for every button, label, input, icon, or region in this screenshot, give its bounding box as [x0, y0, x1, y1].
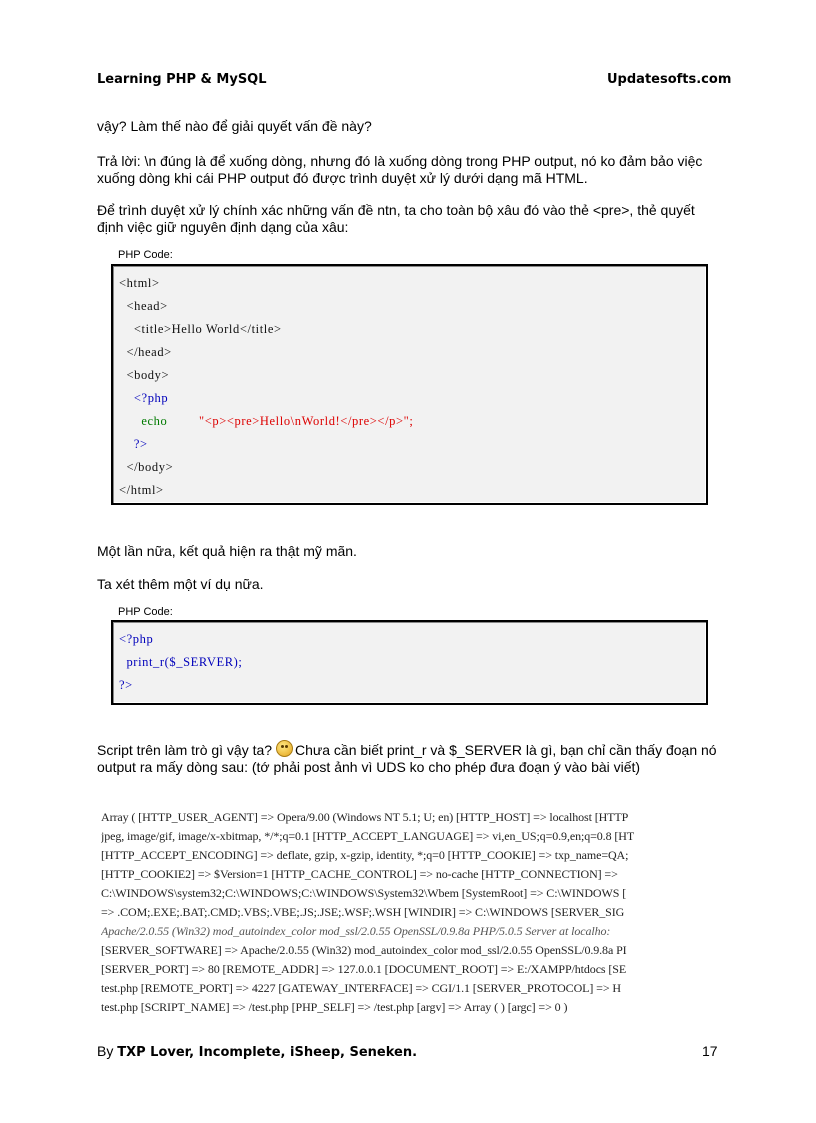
output-line: [SERVER_SOFTWARE] => Apache/2.0.55 (Win32) mod_autoindex_color mod_ssl/2.0.55 OpenSSL/0.9.8a PI [101, 943, 627, 957]
code-line: <body> [119, 368, 170, 382]
output-line: test.php [SCRIPT_NAME] => /test.php [PHP_SELF] => /test.php [argv] => Array ( ) [argc] => 0 ) [101, 1000, 568, 1014]
footer-credits [97, 1043, 417, 1060]
paragraph-next-example: Ta xét thêm một ví dụ nữa. [97, 576, 264, 592]
code-line: <title>Hello World</title> [119, 322, 282, 336]
paragraph-script-explain [97, 740, 722, 776]
output-line: [HTTP_ACCEPT_ENCODING] => deflate, gzip, x-gzip, identity, *;q=0 [HTTP_COOKIE] => txp_name=QA; [101, 848, 629, 862]
output-line: => .COM;.EXE;.BAT;.CMD;.VBS;.VBE;.JS;.JSE;.WSF;.WSH [WINDIR] => C:\WINDOWS [SERVER_SIG [101, 905, 625, 919]
php-code-block-2 [111, 620, 708, 705]
output-line: Apache/2.0.55 (Win32) mod_autoindex_color mod_ssl/2.0.55 OpenSSL/0.9.8a PHP/5.0.5 Server at localho: [101, 924, 611, 938]
output-line: C:\WINDOWS\system32;C:\WINDOWS;C:\WINDOWS\System32\Wbem [SystemRoot] => C:\WINDOWS [ [101, 886, 627, 900]
output-line: [HTTP_COOKIE2] => $Version=1 [HTTP_CACHE_CONTROL] => no-cache [HTTP_CONNECTION] => [101, 867, 618, 881]
output-line: [SERVER_PORT] => 80 [REMOTE_ADDR] => 127.0.0.1 [DOCUMENT_ROOT] => E:/XAMPP/htdocs [SE [101, 962, 627, 976]
paragraph-result: Một lần nữa, kết quả hiện ra thật mỹ mãn. [97, 543, 357, 559]
code-line: <html> [119, 276, 160, 290]
code-line: <head> [119, 299, 168, 313]
footer-by: By [97, 1043, 118, 1059]
paragraph-part: Script trên làm trò gì vậy ta? [97, 742, 276, 758]
output-line: jpeg, image/gif, image/x-xbitmap, */*;q=0.1 [HTTP_ACCEPT_LANGUAGE] => vi,en_US;q=0.9,en;q=0.8 [HT [101, 829, 635, 843]
code-line-string: "<p><pre>Hello\nWorld!</pre></p>"; [199, 414, 414, 428]
page-number: 17 [702, 1043, 718, 1059]
paragraph-answer: Trả lời: \n đúng là để xuống dòng, nhưng đó là xuống dòng trong PHP output, nó ko đảm bảo việc xuống dòng khi cái PHP output đó được trình duyệt xử lý dưới dạng mã HTML. [97, 153, 703, 186]
code-line: </head> [119, 345, 172, 359]
output-line: Array ( [HTTP_USER_AGENT] => Opera/9.00 (Windows NT 5.1; U; en) [HTTP_HOST] => localhost [HTTP [101, 810, 629, 824]
paragraph-part: Chưa cần biết print_r và $_SERVER là gì, bạn chỉ cần thấy đoạn nó output ra mấy dòng sau: (tớ phải post ảnh vì UDS ko cho phép đưa đoạn ý vào bài viết) [97, 742, 717, 775]
code-caption: PHP Code: [118, 249, 173, 261]
php-code-block-1 [111, 264, 708, 505]
code-line: ?> [119, 678, 133, 692]
paragraph-pre-explain: Để trình duyệt xử lý chính xác những vấn đề ntn, ta cho toàn bộ xâu đó vào thẻ <pre>, thẻ quyết định việc giữ nguyên định dạng của xâu: [97, 202, 695, 235]
header-right-site: Updatesofts.com [607, 72, 732, 87]
code-line: <?php [119, 391, 169, 405]
code-line: </body> [119, 460, 174, 474]
code-line-keyword: echo [119, 414, 172, 428]
smiley-globe-icon [276, 740, 293, 757]
header-left-title: Learning PHP & MySQL [97, 72, 267, 87]
server-output-image [101, 810, 741, 1035]
code-line: </html> [119, 483, 164, 497]
code-line: print_r($_SERVER); [119, 655, 243, 669]
output-line: test.php [REMOTE_PORT] => 4227 [GATEWAY_INTERFACE] => CGI/1.1 [SERVER_PROTOCOL] => H [101, 981, 621, 995]
code-caption: PHP Code: [118, 606, 173, 618]
footer-authors: TXP Lover, Incomplete, iSheep, Seneken. [117, 1045, 418, 1060]
paragraph-question: vậy? Làm thế nào để giải quyết vấn đề này? [97, 118, 372, 134]
code-line: <?php [119, 632, 154, 646]
code-line: ?> [119, 437, 148, 451]
